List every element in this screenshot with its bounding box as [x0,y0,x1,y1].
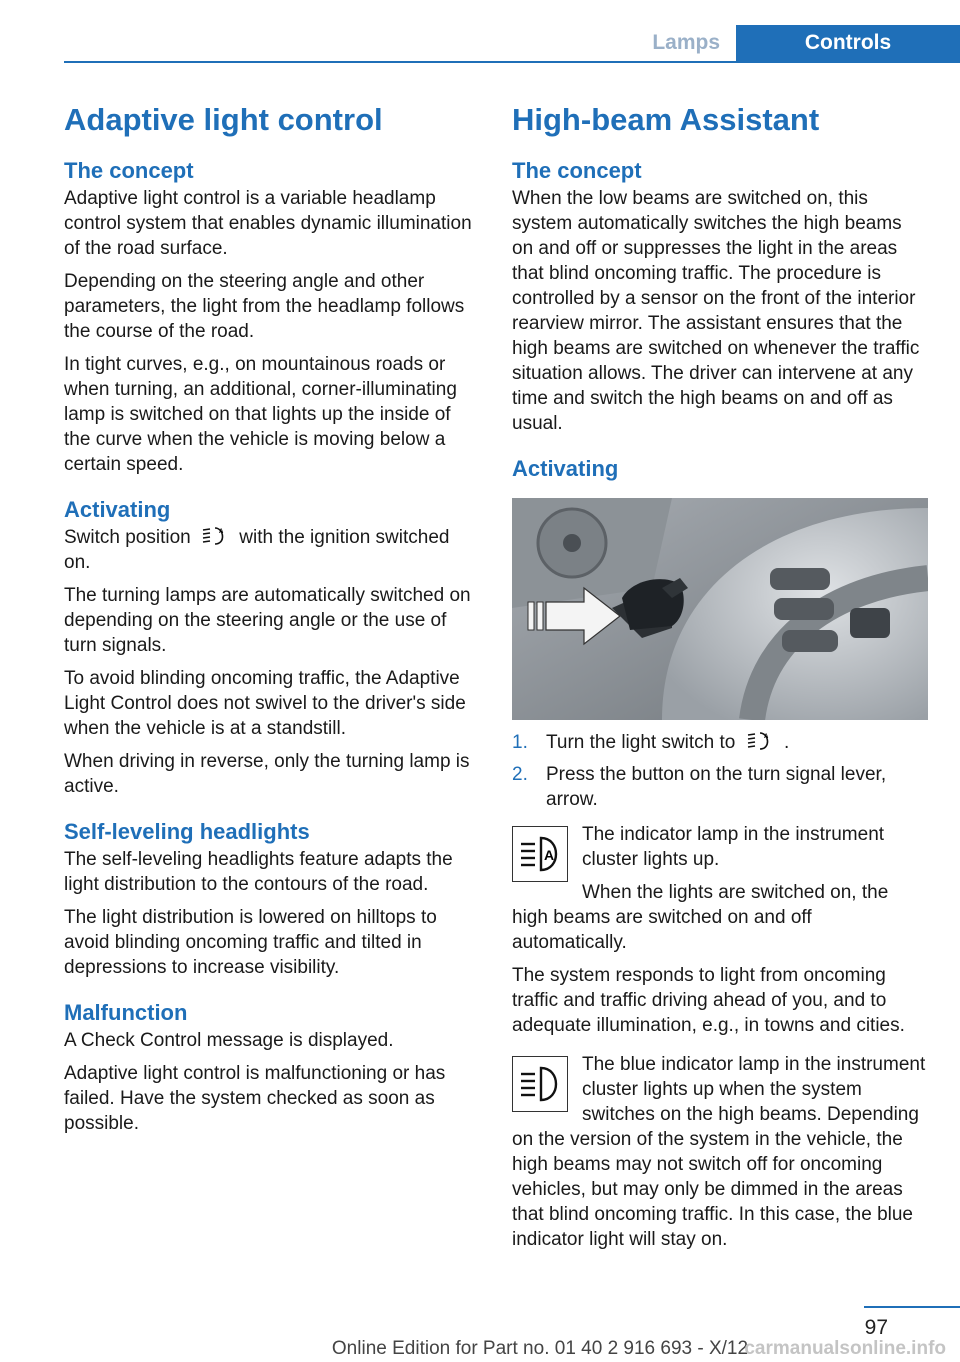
paragraph: The system responds to light from oncoming traffic and traffic driving ahead of you, and to adequate illumination, e.g., in towns and cities. [512,965,905,1036]
section-title-adaptive-light: Adaptive light control [64,102,383,137]
left-column [64,100,480,1144]
heading-activating: Activating [64,497,171,522]
paragraph: When the low beams are switched on, this system automatically switches the high beams on and off or suppresses the light in the areas that blind oncoming traffic. The procedure is controlled by a sensor on the front of the interior rearview mirror. The assistant ensures that the high beams are switched on whenever the traffic situation allows. The driver can intervene at any time and switch the high beams on and off as usual. [512,188,920,434]
edition-footer: Online Edition for Part no. 01 40 2 916 693 - X/12 [331,1338,749,1359]
high-beam-indicator-icon [512,1056,568,1112]
auto-headlight-switch-icon [200,525,230,547]
step-1: 1. Turn the light switch to A . [512,732,790,753]
svg-text:A: A [763,734,769,740]
tab-lamps[interactable]: Lamps [652,31,720,54]
heading-concept: The concept [512,158,642,183]
paragraph: In tight curves, e.g., on mountainous roads or when turning, an additional, corner-illuminating lamp is switched on that lights up the inside of the curve when the vehicle is moving below a certain speed. [64,354,457,475]
steering-wheel-lever-photo [512,498,928,720]
section-title-high-beam: High-beam Assistant [512,102,820,137]
paragraph: Adaptive light control is malfunctioning or has failed. Have the system checked as soon as possible. [64,1063,446,1134]
paragraph: The turning lamps are automatically switched on depending on the steering angle or the use of turn signals. [64,585,471,656]
paragraph: Switch position A with the ignition switched on. [64,527,450,573]
paragraph: When driving in reverse, only the turning lamp is active. [64,751,470,797]
header-rule [64,61,960,63]
watermark: carmanualsonline.info [744,1338,946,1359]
paragraph: The self-leveling headlights feature adapts the light distribution to the contours of the road. [64,849,453,895]
svg-text:A: A [544,847,555,863]
footer-rule [864,1306,960,1308]
step-2: 2. Press the button on the turn signal lever, arrow. [512,764,887,810]
high-beam-assistant-indicator-icon [512,826,568,882]
heading-activating: Activating [512,456,619,481]
paragraph: Depending on the steering angle and other parameters, the light from the headlamp follows the course of the road. [64,271,465,342]
svg-text:A: A [219,529,224,535]
heading-concept: The concept [64,158,194,183]
header-tabs [652,25,960,61]
heading-self-leveling: Self-leveling headlights [64,819,310,844]
right-column [512,100,928,1260]
indicator-note-1: A The indicator lamp in the instrument cluster lights up. When the lights are switched on, the high beams are switched on and off automatically. [512,824,889,953]
page-number: 97 [864,1316,888,1339]
paragraph: A Check Control message is displayed. [64,1030,394,1051]
tab-controls[interactable]: Controls [736,25,960,61]
heading-malfunction: Malfunction [64,1000,188,1025]
paragraph: Adaptive light control is a variable headlamp control system that enables dynamic illumination of the road surface. [64,188,472,259]
indicator-note-2: The blue indicator lamp in the instrument cluster lights up when the system switches on the high beams. Depending on the version of the system in the vehicle, the high beams may not switch off for oncoming vehicles, but may only be dimmed in the areas that blind oncoming traffic. In this case, the blue indicator light will stay on. [512,1054,926,1250]
paragraph: The light distribution is lowered on hilltops to avoid blinding oncoming traffic and tilted in depressions to increase visibility. [64,907,437,978]
auto-headlight-switch-icon [745,730,775,752]
paragraph: To avoid blinding oncoming traffic, the Adaptive Light Control does not swivel to the driver's side when the vehicle is at a standstill. [64,668,466,739]
